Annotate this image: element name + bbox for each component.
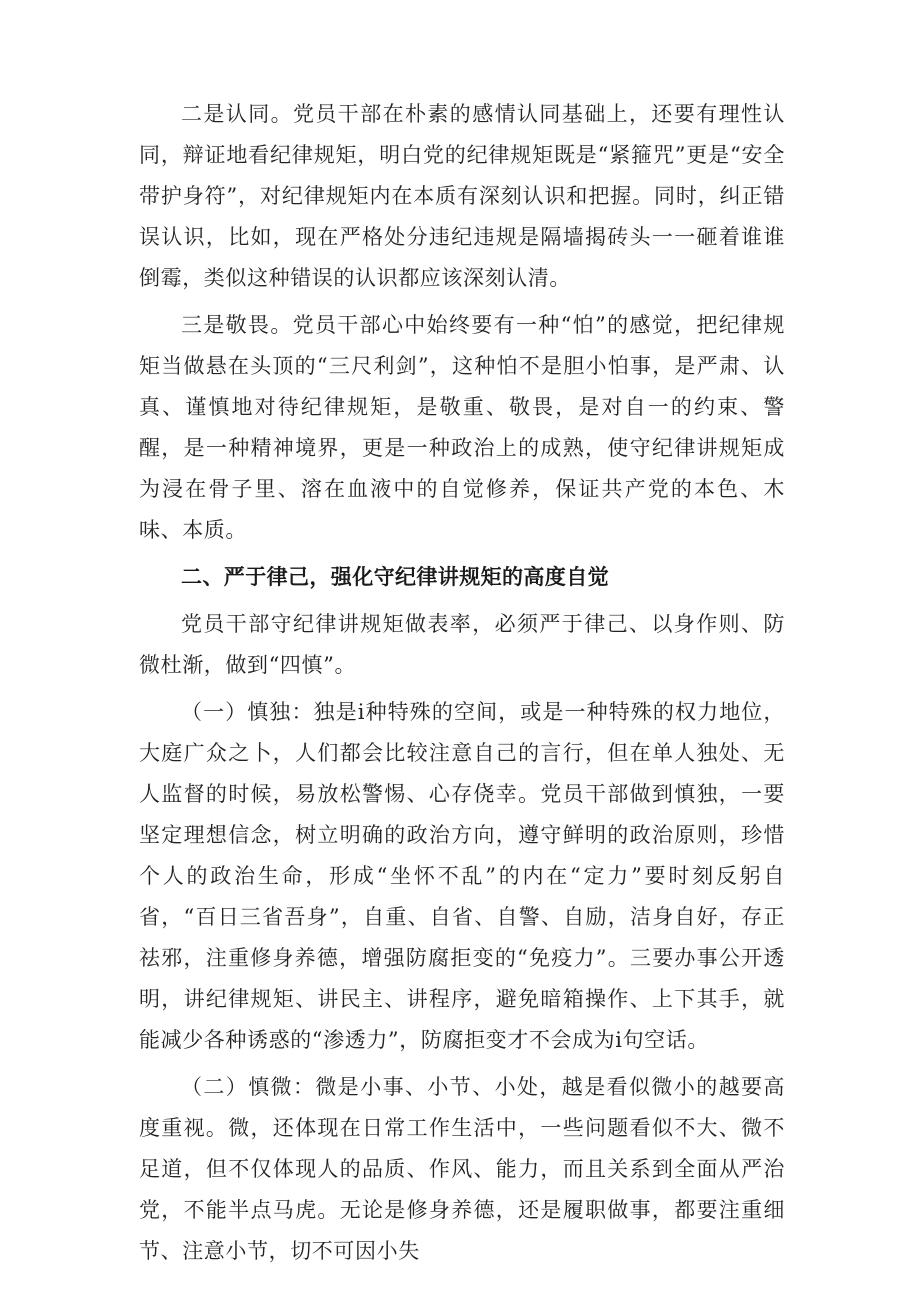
paragraph-reverence: 三是敬畏。党员干部心中始终要有一种“怕”的感觉，把纪律规矩当做悬在头顶的“三尺利剑”，这种怕不是胆小怕事，是严肃、认真、谨慎地对待纪律规矩，是敬重、敬畏，是对自一的约束、警醒，是一种精神境界，更是一种政治上的成熟，使守纪律讲规矩成为浸在骨子里、溶在血液中的自觉修养，保证共产党的本色、木味、本质。 (139, 313, 785, 542)
document-body (139, 94, 785, 1272)
section-heading: 二、严于律己，强化守纪律讲规矩的高度自觉 (181, 565, 609, 589)
paragraph-shenwei: （二）慎微：微是小事、小节、小处，越是看似微小的越要高度重视。微，还体现在日常工作生活中，一些问题看似不大、微不足道，但不仅体现人的品质、作风、能力，而且关系到全面从严治党，不能半点马虎。无论是修身养德，还是履职做事，都要注重细节、注意小节，切不可因小失 (139, 1075, 785, 1263)
paragraph-recognition: 二是认同。党员干部在朴素的感情认同基础上，还要有理性认同，辩证地看纪律规矩，明白党的纪律规矩既是“紧箍咒”更是“安全带护身符”，对纪律规矩内在本质有深刻认识和把握。同时，纠正错误认识，比如，现在严格处分违纪违规是隔墙揭砖头一一砸着谁谁倒霉，类似这种错误的认识都应该深刻认清。 (139, 102, 785, 290)
paragraph-shendu: （一）慎独：独是i种特殊的空间，或是一种特殊的权力地位，大庭广众之卜，人们都会比较注意自己的言行，但在单人独处、无人监督的时候，易放松警惕、心存侥幸。党员干部做到慎独，一要坚定理想信念，树立明确的政治方向，遵守鲜明的政治原则，珍惜个人的政治生命，形成“坐怀不乱”的内在“定力”要时刻反躬自省，“百日三省吾身”，自重、自省、自警、自励，洁身自好，存正祛邪，注重修身养德，增强防腐拒变的“免疫力”。三要办事公开透明，讲纪律规矩、讲民主、讲程序，避免暗箱操作、上下其手，就能减少各种诱惑的“渗透力”，防腐拒变才不会成为i句空话。 (139, 700, 785, 1052)
paragraph-intro: 党员干部守纪律讲规矩做表率，必须严于律己、以身作则、防微杜渐，做到“四慎”。 (139, 612, 785, 677)
